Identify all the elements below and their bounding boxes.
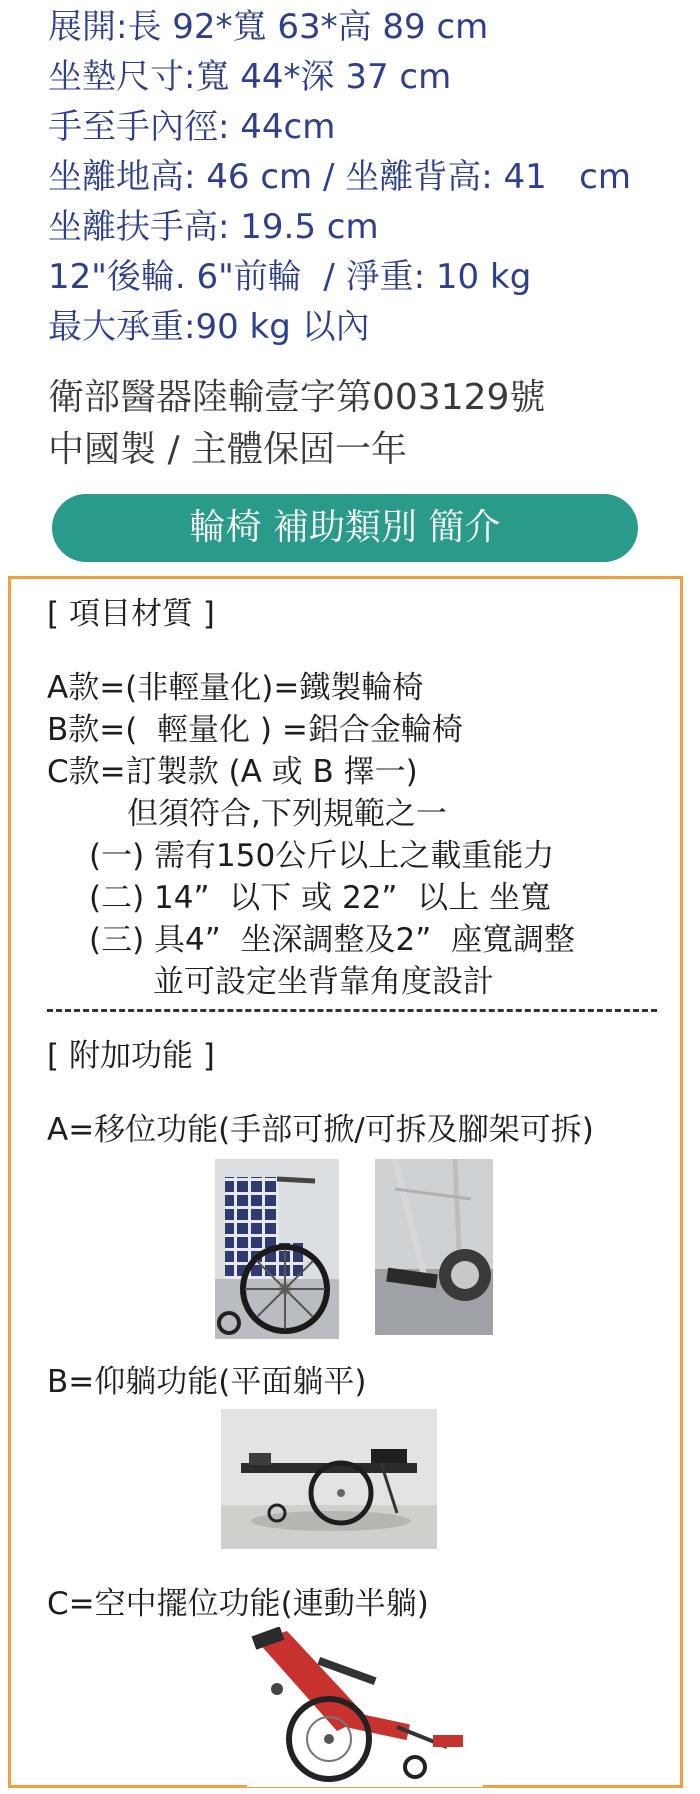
recline-wheelchair-photo [221, 1409, 437, 1549]
license-number: 衛部醫器陸輸壹字第003129號 [48, 377, 546, 418]
type-b-line: B款=( 輕量化 ) =鋁合金輪椅 [47, 712, 463, 748]
feature-b-label: B=仰躺功能(平面躺平) [47, 1364, 367, 1400]
spec-seat-height: 坐離地高: 46 cm / 坐離背高: 41 cm [48, 157, 631, 197]
spec-seat-size: 坐墊尺寸:寬 44*深 37 cm [48, 57, 452, 97]
transfer-wheelchair-photo [215, 1159, 339, 1339]
rule-1: (一) 需有150公斤以上之載重能力 [89, 838, 555, 874]
spec-unfolded-size: 展開:長 92*寬 63*高 89 cm [48, 7, 489, 47]
subsidy-info-box [8, 576, 683, 1788]
materials-heading: [ 項目材質 ] [47, 596, 215, 632]
features-heading: [ 附加功能 ] [47, 1038, 215, 1074]
spec-armrest-height: 坐離扶手高: 19.5 cm [48, 207, 379, 247]
origin-warranty: 中國製 / 主體保固一年 [48, 429, 408, 470]
spec-armrest-width: 手至手內徑: 44cm [48, 107, 336, 147]
tilt-in-space-wheelchair-photo [247, 1627, 483, 1787]
type-c-line: C款=訂製款 (A 或 B 擇一) [47, 754, 418, 790]
type-c-note: 但須符合,下列規範之一 [127, 796, 447, 832]
feature-a-label: A=移位功能(手部可掀/可拆及腳架可拆) [47, 1112, 594, 1148]
type-a-line: A款=(非輕量化)=鐵製輪椅 [47, 670, 424, 706]
section-divider [47, 1009, 657, 1012]
detachable-footrest-photo [375, 1159, 493, 1335]
certification-block [48, 372, 545, 476]
spec-list [48, 2, 631, 352]
spec-wheels-weight: 12"後輪. 6"前輪 / 淨重: 10 kg [48, 257, 532, 297]
rule-2: (二) 14” 以下 或 22” 以上 坐寬 [89, 880, 552, 916]
rule-3: (三) 具4” 坐深調整及2” 座寬調整 [89, 922, 576, 958]
spec-max-load: 最大承重:90 kg 以內 [48, 307, 370, 347]
subsidy-category-banner: 輪椅 補助類別 簡介 [52, 494, 638, 562]
feature-c-label: C=空中擺位功能(連動半躺) [47, 1586, 429, 1622]
rule-3-continued: 並可設定坐背靠角度設計 [153, 964, 494, 1000]
